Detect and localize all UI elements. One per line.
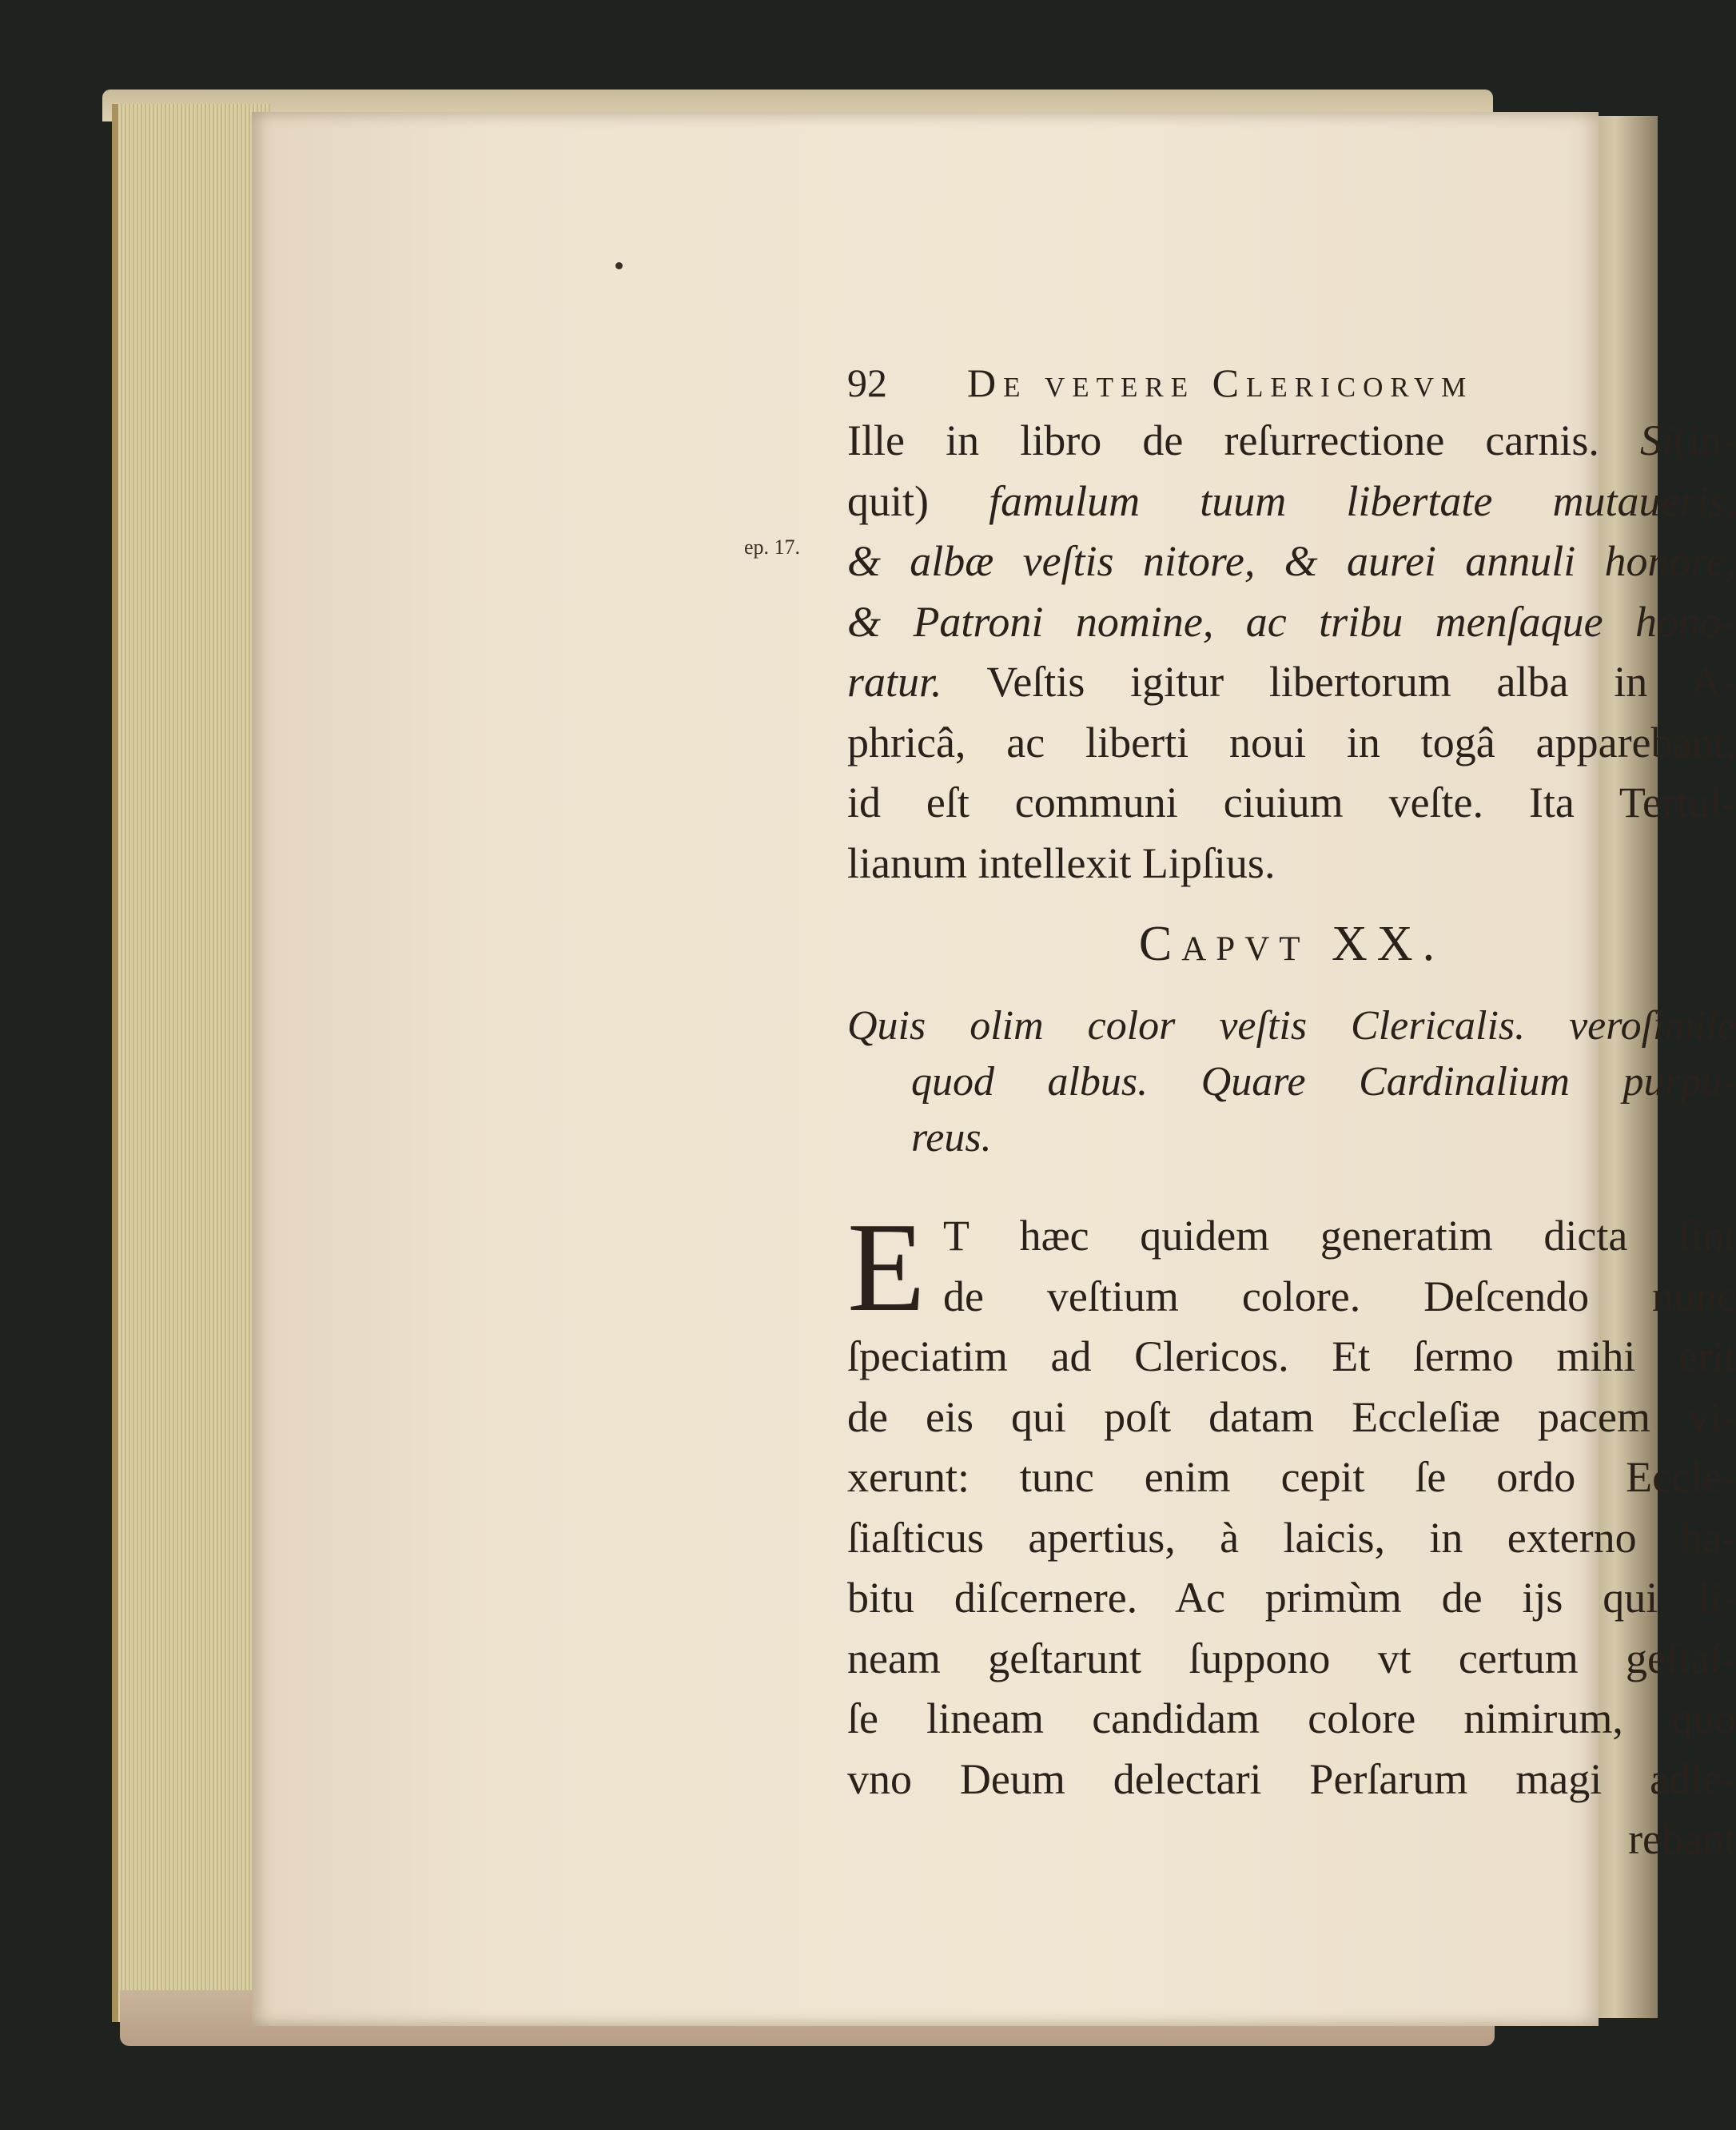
paragraph-2 <box>847 1196 1736 1869</box>
text-block <box>847 360 1736 1869</box>
marginal-note: ep. 17. <box>744 535 801 559</box>
chapter-summary <box>847 998 1736 1166</box>
catchword: rebant <box>1628 1815 1736 1863</box>
summary-line: Quis olim color veſtis Clericalis. veroſimile <box>847 1003 1736 1049</box>
text-line: de eis qui poſt datam Eccleſiæ pacem vi- <box>847 1392 1736 1441</box>
book-page <box>252 112 1736 2026</box>
text-line: T hæc quidem generatim dicta ſint <box>943 1212 1736 1260</box>
chapter-heading: Capvt XX. <box>1138 917 1445 971</box>
text-line: phricâ, ac liberti noui in togâ apparebant, <box>847 718 1736 766</box>
text-line: neam geſtarunt ſuppono vt certum geſtaſ- <box>847 1634 1736 1682</box>
page-stack-edge <box>112 104 270 2022</box>
text-line: & Patroni nomine, ac tribu menſaque hono- <box>847 597 1736 646</box>
text-line: de veſtium colore. Deſcendo nunc <box>943 1272 1736 1320</box>
text-line: lianum intellexit Lipſius. <box>847 838 1276 887</box>
text-line: ſpeciatim ad Clericos. Et ſermo mihi erit <box>847 1332 1736 1380</box>
text-line: Ille in libro de reſurrectione carnis. Si(in- <box>847 416 1736 464</box>
text-line: id eſt communi ciuium veſte. Ita Tertul- <box>847 778 1736 826</box>
page-number: 92 <box>847 360 887 405</box>
text-line: ſe lineam candidam colore nimirum, quo <box>847 1694 1736 1742</box>
text-line: vno Deum delectari Perſarum magi adſe- <box>847 1754 1736 1803</box>
text-line: bitu diſcernere. Ac primùm de ijs qui li- <box>847 1574 1736 1622</box>
running-title: De vetere Clericorvm <box>967 360 1474 405</box>
summary-line: quod albus. Quare Cardinalium purpu- <box>911 1059 1736 1105</box>
text-line: xerunt: tunc enim cepit ſe ordo Eccle- <box>847 1453 1736 1501</box>
paragraph-1 <box>847 411 1736 894</box>
text-line: ſiaſticus apertius, à laicis, in externo ha- <box>847 1513 1736 1562</box>
running-header <box>847 360 1736 411</box>
text-line: quit) famulum tuum libertate mutaueris, <box>847 476 1736 525</box>
drop-cap: E <box>847 1196 926 1338</box>
page-blemish <box>615 262 623 269</box>
text-line: ratur. Veſtis igitur libertorum alba in A- <box>847 658 1736 706</box>
text-line: & albæ veſtis nitore, & aurei annuli honore, <box>847 537 1736 585</box>
summary-line: reus. <box>911 1115 992 1161</box>
